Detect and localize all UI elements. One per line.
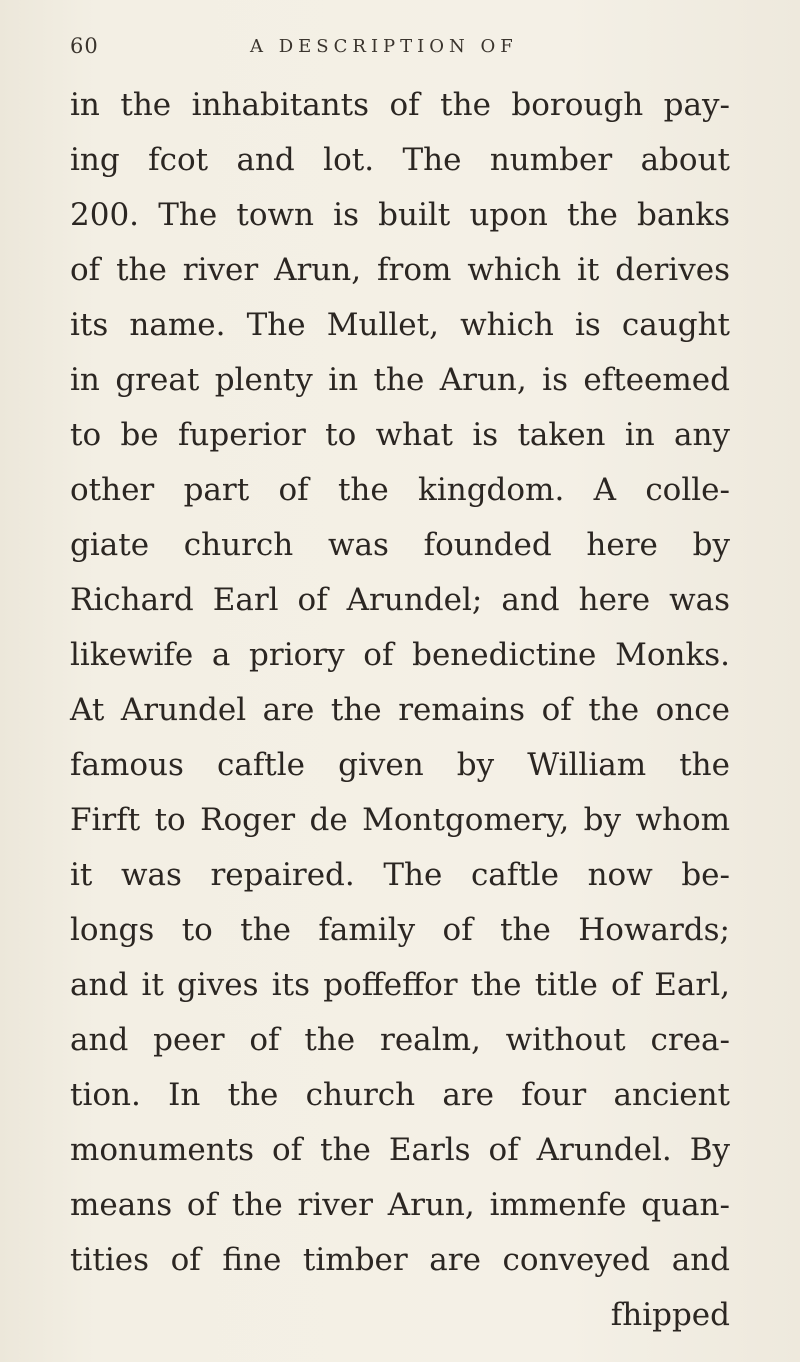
text-line: and it gives its poffeffor the title of Earl, <box>70 967 730 1003</box>
text-line: Richard Earl of Arundel; and here was <box>70 582 730 618</box>
text-line: of the river Arun, from which it derives <box>70 252 730 288</box>
text-line: and peer of the realm, without crea- <box>70 1022 730 1058</box>
text-line: in great plenty in the Arun, is efteemed <box>70 362 730 398</box>
text-line: tities of fine timber are conveyed and <box>70 1242 730 1278</box>
text-line: monuments of the Earls of Arundel. By <box>70 1132 730 1168</box>
text-line: 200. The town is built upon the banks <box>70 197 730 233</box>
text-line: At Arundel are the remains of the once <box>70 692 730 728</box>
text-line: it was repaired. The caftle now be- <box>70 857 730 893</box>
body-text <box>70 78 730 1343</box>
catchword: fhipped <box>610 1297 730 1333</box>
running-title: A DESCRIPTION OF <box>250 36 518 57</box>
running-head <box>70 34 730 64</box>
page-number: 60 <box>70 34 99 58</box>
text-line: longs to the family of the Howards; <box>70 912 730 948</box>
text-line: ing fcot and lot. The number about <box>70 142 730 178</box>
text-line: giate church was founded here by <box>70 527 730 563</box>
text-line: other part of the kingdom. A colle- <box>70 472 730 508</box>
text-line: Firft to Roger de Montgomery, by whom <box>70 802 730 838</box>
text-line: likewife a priory of benedictine Monks. <box>70 637 730 673</box>
text-line: to be fuperior to what is taken in any <box>70 417 730 453</box>
text-line: in the inhabitants of the borough pay- <box>70 87 730 123</box>
text-line: famous caftle given by William the <box>70 747 730 783</box>
text-line: means of the river Arun, immenfe quan- <box>70 1187 730 1223</box>
text-line: its name. The Mullet, which is caught <box>70 307 730 343</box>
text-line: tion. In the church are four ancient <box>70 1077 730 1113</box>
